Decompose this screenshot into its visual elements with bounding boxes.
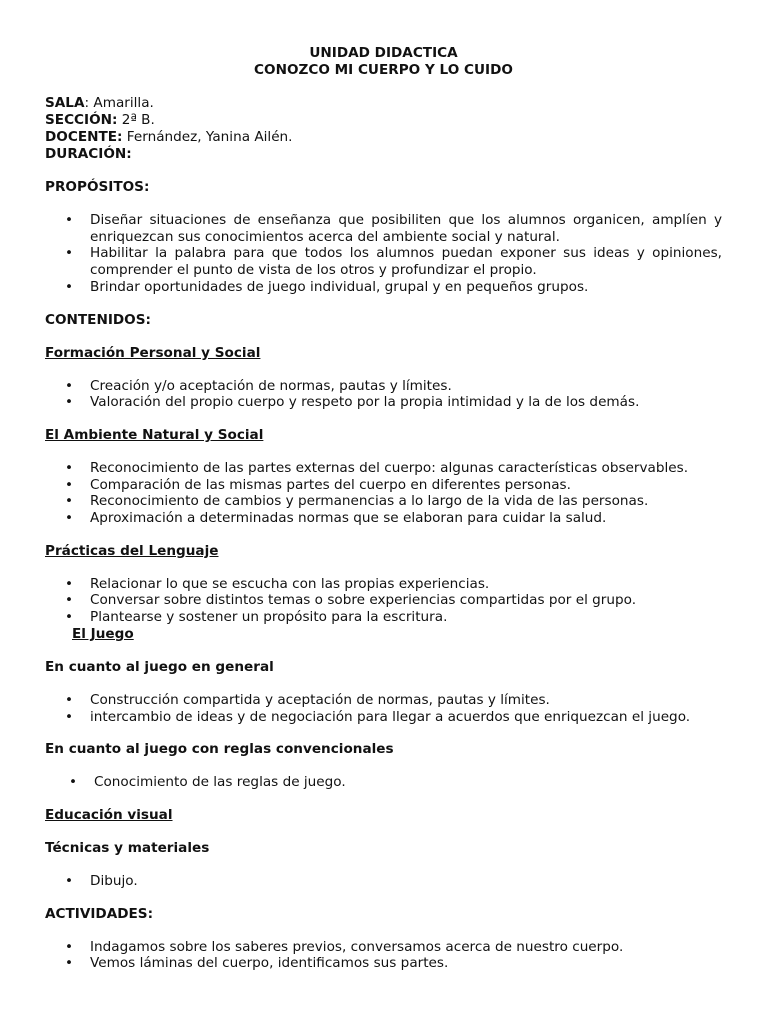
ambiente-heading: El Ambiente Natural y Social (45, 426, 264, 443)
contenidos-heading: CONTENIDOS: (45, 311, 151, 328)
list-item (45, 510, 722, 527)
list-item-text: Conocimiento de las reglas de juego. (94, 774, 346, 791)
list-item (45, 245, 722, 278)
list-item-text: Reconocimiento de las partes externas del cuerpo: algunas características observables. (90, 459, 689, 476)
list-item (45, 576, 722, 593)
bullet-icon: • (65, 245, 74, 262)
document-title (45, 45, 722, 79)
juego-reglas-heading: En cuanto al juego con reglas convencionales (45, 741, 394, 758)
title-line-2: CONOZCO MI CUERPO Y LO CUIDO (254, 62, 513, 78)
list-item-text: Creación y/o aceptación de normas, pautas y límites. (90, 377, 452, 394)
list-item-text: Vemos láminas del cuerpo, identificamos sus partes. (90, 955, 449, 972)
actividades-heading: ACTIVIDADES: (45, 905, 154, 922)
list-item (45, 709, 722, 726)
meta-block (45, 95, 722, 163)
bullet-icon: • (65, 609, 74, 626)
bullet-icon: • (65, 377, 74, 394)
formacion-list (45, 378, 722, 411)
sala-label: SALA (45, 95, 85, 111)
title-line-1: UNIDAD DIDACTICA (309, 45, 458, 61)
docente-value: Fernández, Yanina Ailén. (122, 129, 293, 145)
list-item-text: Habilitar la palabra para que todos los alumnos puedan exponer sus ideas y opiniones, comprender el punto de vista de los otros y profundizar el propio. (90, 245, 722, 279)
meta-docente (45, 129, 722, 146)
list-item (45, 692, 722, 709)
lenguaje-heading: Prácticas del Lenguaje (45, 542, 219, 559)
list-item-text: Conversar sobre distintos temas o sobre experiencias compartidas por el grupo. (90, 592, 637, 609)
juego-heading: El Juego (72, 625, 134, 642)
tecnicas-heading: Técnicas y materiales (45, 839, 210, 856)
list-item-text: Comparación de las mismas partes del cuerpo en diferentes personas. (90, 476, 571, 493)
document-page (45, 45, 722, 972)
bullet-icon: • (65, 872, 74, 889)
list-item (45, 378, 722, 395)
bullet-icon: • (65, 708, 74, 725)
list-item-text: Brindar oportunidades de juego individual, grupal y en pequeños grupos. (90, 278, 589, 295)
formacion-heading: Formación Personal y Social (45, 344, 261, 361)
propositos-list (45, 212, 722, 296)
list-item-text: Plantearse y sostener un propósito para la escritura. (90, 609, 448, 626)
list-item-text: Construcción compartida y aceptación de normas, pautas y límites. (90, 691, 550, 708)
bullet-icon: • (69, 774, 78, 791)
meta-seccion (45, 112, 722, 129)
list-item (45, 592, 722, 609)
list-item-text: Valoración del propio cuerpo y respeto por la propia intimidad y la de los demás. (90, 394, 640, 411)
bullet-icon: • (65, 459, 74, 476)
meta-duracion (45, 146, 722, 163)
propositos-heading: PROPÓSITOS: (45, 179, 150, 195)
list-item (45, 609, 722, 626)
list-item (45, 460, 722, 477)
duracion-label: DURACIÓN: (45, 146, 132, 162)
list-item-text: intercambio de ideas y de negociación para llegar a acuerdos que enriquezcan el juego. (90, 708, 691, 725)
bullet-icon: • (65, 938, 74, 955)
list-item-text: Indagamos sobre los saberes previos, conversamos acerca de nuestro cuerpo. (90, 938, 624, 955)
ambiente-list (45, 460, 722, 527)
list-item (45, 493, 722, 510)
list-item (45, 939, 722, 956)
juego-general-heading: En cuanto al juego en general (45, 658, 274, 675)
sala-value: : Amarilla. (84, 95, 154, 111)
bullet-icon: • (65, 476, 74, 493)
bullet-icon: • (65, 955, 74, 972)
bullet-icon: • (65, 592, 74, 609)
docente-label: DOCENTE: (45, 129, 123, 145)
visual-heading: Educación visual (45, 806, 173, 823)
seccion-value: 2ª B. (117, 112, 155, 128)
bullet-icon: • (65, 212, 74, 228)
list-item-text: Diseñar situaciones de enseñanza que posibiliten que los alumnos organicen, amplíen y enriquezcan sus conocimientos acerca del ambiente social y natural. (90, 212, 722, 245)
bullet-icon: • (65, 278, 74, 295)
list-item-text: Reconocimiento de cambios y permanencias a lo largo de la vida de las personas. (90, 493, 649, 510)
juego-general-list (45, 692, 722, 725)
bullet-icon: • (65, 493, 74, 510)
bullet-icon: • (65, 575, 74, 592)
actividades-list (45, 939, 722, 972)
list-item (45, 279, 722, 296)
bullet-icon: • (65, 510, 74, 527)
list-item (45, 477, 722, 494)
list-item-text: Relacionar lo que se escucha con las propias experiencias. (90, 575, 490, 592)
list-item-text: Dibujo. (90, 872, 138, 889)
bullet-icon: • (65, 691, 74, 708)
juego-reglas-list (45, 774, 722, 791)
lenguaje-list (45, 576, 722, 626)
tecnicas-list (45, 873, 722, 890)
seccion-label: SECCIÓN: (45, 112, 118, 128)
bullet-icon: • (65, 394, 74, 411)
list-item (45, 955, 722, 972)
list-item (45, 873, 722, 890)
list-item (45, 774, 722, 791)
list-item (45, 394, 722, 411)
list-item (45, 212, 722, 245)
meta-sala (45, 95, 722, 112)
list-item-text: Aproximación a determinadas normas que se elaboran para cuidar la salud. (90, 510, 607, 527)
